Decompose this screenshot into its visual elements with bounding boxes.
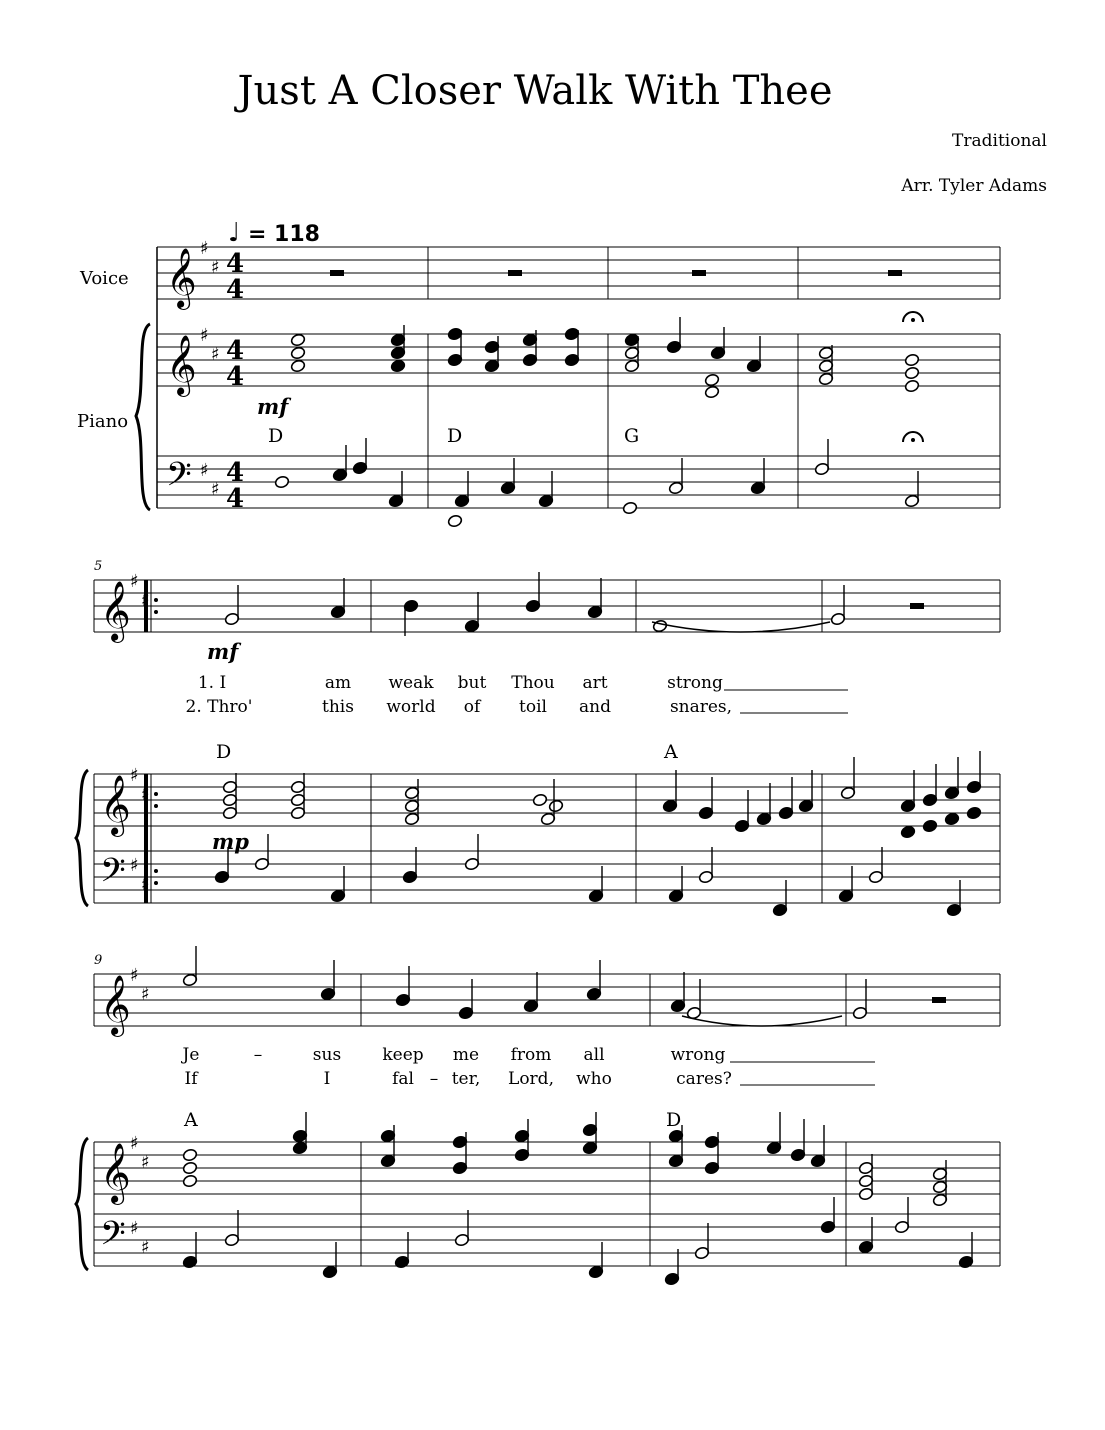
svg-text:♯: ♯ xyxy=(141,984,150,1005)
voice-staff-1 xyxy=(157,247,1000,299)
chord-symbol: D xyxy=(216,741,232,763)
treble-clef-icon: 𝄞 xyxy=(100,1143,131,1203)
lyric-syllable: toil xyxy=(519,697,547,717)
treble-clef-icon: 𝄞 xyxy=(100,775,131,835)
bass-clef-icon: 𝄢 xyxy=(100,1215,126,1261)
chord-symbol: D xyxy=(666,1109,682,1131)
svg-text:♯: ♯ xyxy=(141,1237,150,1258)
svg-text:♯: ♯ xyxy=(130,1133,139,1154)
piano-bass-staff-2 xyxy=(94,851,1000,903)
svg-text:♯: ♯ xyxy=(130,765,139,786)
lyric-syllable: 1. I xyxy=(197,673,227,693)
notehead xyxy=(290,359,306,373)
notehead xyxy=(652,619,668,633)
lyric-syllable: 2. Thro' xyxy=(185,697,253,717)
treble-clef-icon: 𝄞 xyxy=(166,335,197,395)
lyric-syllable: I xyxy=(323,1069,331,1089)
notehead xyxy=(622,501,638,515)
time-signature xyxy=(226,249,244,514)
lyric-syllable: me xyxy=(452,1045,480,1065)
notehead xyxy=(904,379,920,393)
lyric-syllable: strong xyxy=(667,673,723,693)
lyric-syllable: but xyxy=(457,673,487,693)
lyric-syllable: sus xyxy=(312,1045,342,1065)
lyric-syllable: ter, xyxy=(451,1069,481,1089)
svg-text:♯: ♯ xyxy=(130,571,139,592)
composer: Traditional xyxy=(952,131,1047,151)
lyric-syllable: cares? xyxy=(676,1069,732,1089)
instrument-label-voice: Voice xyxy=(80,268,129,289)
svg-text:4: 4 xyxy=(226,362,245,392)
notehead xyxy=(704,373,720,387)
tempo-value: = 118 xyxy=(247,222,320,247)
voice-staff-3 xyxy=(94,974,1000,1026)
measure-number-9: 9 xyxy=(94,953,103,968)
lyric-syllable: who xyxy=(576,1069,612,1089)
svg-text:4: 4 xyxy=(226,458,245,488)
notehead xyxy=(548,799,564,813)
lyric-syllable: keep xyxy=(382,1045,424,1065)
notehead xyxy=(390,359,406,373)
notehead xyxy=(274,475,290,489)
chord-symbol: A xyxy=(184,1109,198,1131)
instrument-label-piano: Piano xyxy=(77,411,129,432)
chord-symbol: A xyxy=(664,741,678,763)
chord-symbol: D xyxy=(447,425,463,447)
measure-number-5: 5 xyxy=(94,559,103,574)
lyric-syllable: am xyxy=(324,673,352,693)
notehead xyxy=(182,1174,198,1188)
page-title: Just A Closer Walk With Thee xyxy=(237,68,833,114)
svg-text:4: 4 xyxy=(226,336,245,366)
notehead xyxy=(290,333,306,347)
lyric-syllable: and xyxy=(579,697,611,717)
notehead xyxy=(290,346,306,360)
lyric-syllable: this xyxy=(322,697,354,717)
svg-text:♯: ♯ xyxy=(141,590,150,611)
dynamic-marking: mf xyxy=(207,639,239,664)
lyric-syllable: wrong xyxy=(670,1045,726,1065)
quarter-note-icon: ♩ xyxy=(228,218,241,248)
chord-symbol: D xyxy=(268,425,284,447)
lyric-syllable: from xyxy=(510,1045,552,1065)
notehead xyxy=(904,353,920,367)
lyric-syllable: Thou xyxy=(511,673,555,693)
notehead xyxy=(447,514,463,528)
svg-text:♯: ♯ xyxy=(141,784,150,805)
svg-text:♯: ♯ xyxy=(130,855,139,876)
lyric-syllable: Je xyxy=(182,1045,200,1065)
svg-text:4: 4 xyxy=(226,484,245,514)
svg-text:♯: ♯ xyxy=(130,965,139,986)
treble-clef-icon: 𝄞 xyxy=(100,975,131,1035)
svg-text:♯: ♯ xyxy=(141,874,150,895)
lyric-syllable: snares, xyxy=(669,697,733,717)
notehead xyxy=(922,819,938,833)
notehead xyxy=(532,793,548,807)
lyric-syllable: If xyxy=(184,1069,198,1089)
treble-clef-icon: 𝄞 xyxy=(100,581,131,641)
lyric-hyphen: – xyxy=(253,1045,263,1065)
arranger: Arr. Tyler Adams xyxy=(901,176,1047,196)
svg-text:4: 4 xyxy=(226,275,245,305)
lyric-syllable: world xyxy=(386,697,436,717)
notehead xyxy=(182,1161,198,1175)
dynamic-marking: mp xyxy=(212,829,249,854)
notehead xyxy=(944,812,960,826)
svg-text:♯: ♯ xyxy=(211,479,220,500)
bass-clef-icon: 𝄢 xyxy=(100,852,126,898)
lyric-syllable: weak xyxy=(388,673,434,693)
notehead xyxy=(704,385,720,399)
svg-text:♯: ♯ xyxy=(211,344,220,365)
lyric-syllable: fal xyxy=(392,1069,414,1089)
treble-clef-icon: 𝄞 xyxy=(166,248,197,308)
notehead xyxy=(900,825,916,839)
svg-text:♯: ♯ xyxy=(200,238,209,259)
svg-text:♯: ♯ xyxy=(211,257,220,278)
dynamic-marking: mf xyxy=(257,394,289,419)
svg-text:♯: ♯ xyxy=(141,1152,150,1173)
bass-clef-icon: 𝄢 xyxy=(166,456,192,502)
chord-symbol: G xyxy=(624,425,640,447)
repeat-start xyxy=(144,580,158,903)
svg-text:4: 4 xyxy=(226,249,245,279)
svg-text:♯: ♯ xyxy=(200,325,209,346)
lyric-hyphen: – xyxy=(429,1069,439,1089)
svg-text:♯: ♯ xyxy=(200,460,209,481)
notes-layer xyxy=(182,317,982,1286)
lyric-syllable: art xyxy=(582,673,608,693)
notehead xyxy=(966,806,982,820)
lyric-syllable: all xyxy=(583,1045,605,1065)
svg-text:♯: ♯ xyxy=(130,1218,139,1239)
whole-rest-icon xyxy=(330,270,994,1003)
lyric-syllable: Lord, xyxy=(508,1069,554,1089)
notehead xyxy=(904,366,920,380)
notehead xyxy=(182,1148,198,1162)
lyric-syllable: of xyxy=(463,697,481,717)
